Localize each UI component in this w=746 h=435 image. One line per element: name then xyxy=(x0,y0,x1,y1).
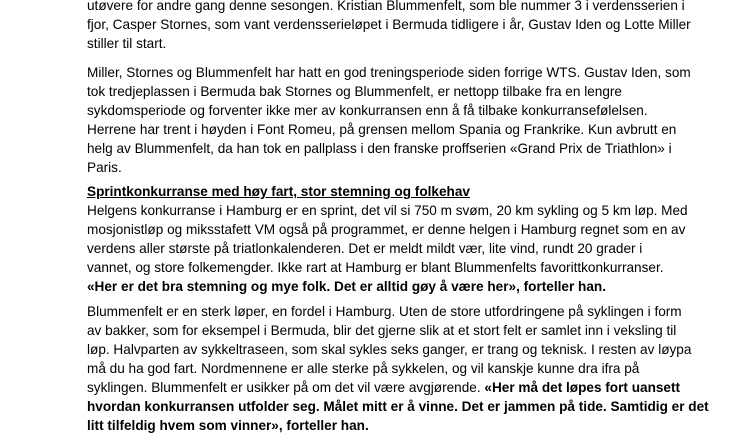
text-line: mosjonistløp og miksstafett VM også på programmet, er denne helgen i Hamburg regnet som en av xyxy=(87,222,686,237)
paragraph-2 xyxy=(87,63,691,177)
text-line: tok tredjeplassen i Bermuda bak Stornes og Blummenfelt, er nettopp tilbake fra en lengre xyxy=(87,84,622,99)
text-line: verdens aller største på triatlonkalenderen. Det er meldt mildt vær, lite vind, rundt 20 grader i xyxy=(87,241,643,256)
text-line: Blummenfelt er en sterk løper, en fordel i Hamburg. Uten de store utfordringene på syklingen i form xyxy=(87,304,682,319)
quote-line: litt tilfeldig hvem som vinner», forteller han. xyxy=(87,418,369,433)
text-line: fjor, Casper Stornes, som vant verdensserieløpet i Bermuda tidligere i år, Gustav Iden og Lotte Miller xyxy=(87,17,691,32)
section-sprintkonkurranse xyxy=(87,182,687,296)
quote-start: «Her må det løpes fort uansett xyxy=(484,380,681,395)
text-line: Herrene har trent i høyden i Font Romeu, på grensen mellom Spania og Frankrike. Kun avbrutt en xyxy=(87,122,677,137)
text-line: sykdomsperiode og forventer ikke mer av konkurransen enn å få tilbake konkurransefølelsen. xyxy=(87,103,648,118)
text-line: Miller, Stornes og Blummenfelt har hatt en god treningsperiode siden forrige WTS. Gustav Iden, som xyxy=(87,65,691,80)
paragraph-1 xyxy=(87,0,691,53)
section-heading: Sprintkonkurranse med høy fart, stor stemning og folkehav xyxy=(87,184,470,199)
text-line: utøvere for andre gang denne sesongen. Kristian Blummenfelt, som ble nummer 3 i verdensserien i xyxy=(87,0,685,13)
quote-line: hvordan konkurransen utfolder seg. Målet mitt er å vinne. Det er jammen på tide. Samtidig er det xyxy=(87,399,709,414)
text-line: Paris. xyxy=(87,160,122,175)
paragraph-4 xyxy=(87,302,709,435)
text-line: stiller til start. xyxy=(87,36,167,51)
text-line: av bakker, som for eksempel i Bermuda, blir det gjerne slik at et stort felt er samlet inn i veksling til xyxy=(87,323,677,338)
text-line: vannet, og store folkemengder. Ikke rart at Hamburg er blant Blummenfelts favorittkonkurranser. xyxy=(87,260,664,275)
text-line: helg av Blummenfelt, da han tok en pallplass i den franske proffserien «Grand Prix de Triathlon» i xyxy=(87,141,672,156)
text-line: løp. Halvparten av sykkeltraseen, som skal sykles seks ganger, er trang og teknisk. I resten av løypa xyxy=(87,342,692,357)
text-line: må du ha god fart. Nordmennene er alle sterke på sykkelen, og vil kanskje kunne dra ifra på xyxy=(87,361,640,376)
text-line: syklingen. Blummenfelt er usikker på om det vil være avgjørende. «Her må det løpes fort uansett xyxy=(87,380,681,395)
text-line: Helgens konkurranse i Hamburg er en sprint, det vil si 750 m svøm, 20 km sykling og 5 km løp. Med xyxy=(87,203,688,218)
quote-line: «Her er det bra stemning og mye folk. Det er alltid gøy å være her», forteller han. xyxy=(87,279,606,294)
